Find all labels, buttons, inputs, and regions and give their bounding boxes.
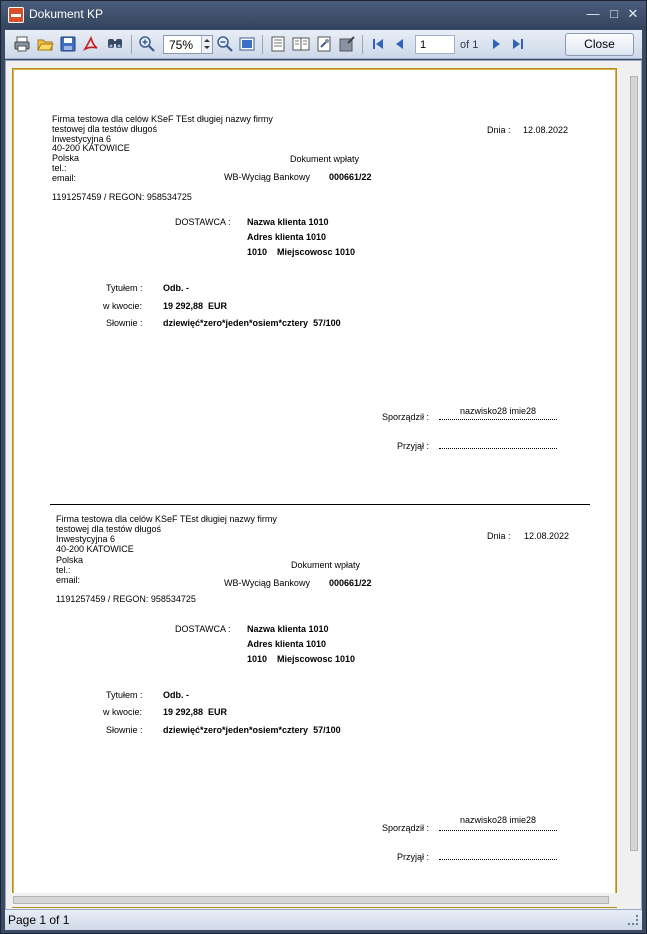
received-signature-line: [439, 852, 557, 862]
prepared-label: Sporządził :: [382, 412, 430, 422]
client-city: 1010 Miejscowosc 1010: [247, 247, 356, 257]
save-icon[interactable]: [59, 35, 77, 53]
amount-label: w kwocie:: [103, 707, 143, 717]
toolbar-separator: [362, 35, 363, 54]
client-name: Nazwa klienta 1010: [247, 217, 329, 227]
prepared-signature-line: [439, 412, 557, 422]
report-page: [12, 68, 617, 908]
page-number-input[interactable]: 1: [415, 35, 455, 54]
zoom-value: 75%: [169, 38, 194, 52]
title-label: Tytułem :: [106, 690, 143, 700]
window-title: Dokument KP: [29, 7, 104, 21]
doc-number: 000661/22: [329, 172, 372, 182]
amount-label: w kwocie:: [103, 301, 143, 311]
doc-type: Dokument wpłaty: [291, 560, 361, 570]
single-page-icon[interactable]: [269, 35, 287, 53]
receipt-copy-1: [13, 105, 617, 515]
horizontal-scroll-thumb[interactable]: [13, 896, 609, 904]
prev-page-icon[interactable]: [391, 35, 409, 53]
words-label: Słownie :: [106, 318, 143, 328]
client-address: Adres klienta 1010: [247, 232, 327, 242]
company-ids: 1191257459 / REGON: 958534725: [56, 594, 196, 604]
supplier-label: DOSTAWCA :: [175, 217, 231, 227]
edit-icon[interactable]: [338, 35, 356, 53]
zoom-out-icon[interactable]: [216, 35, 234, 53]
words-label: Słownie :: [106, 725, 143, 735]
page-setup-icon[interactable]: [315, 35, 333, 53]
first-page-icon[interactable]: [369, 35, 387, 53]
resize-grip-icon[interactable]: [628, 915, 638, 925]
date-value: 12.08.2022: [523, 125, 569, 135]
company-email: email:: [56, 575, 81, 585]
maximize-icon[interactable]: □: [610, 6, 618, 21]
supplier-label: DOSTAWCA :: [175, 624, 231, 634]
open-icon[interactable]: [36, 35, 54, 53]
vertical-scrollbar[interactable]: [628, 62, 641, 893]
vertical-scroll-thumb[interactable]: [630, 76, 638, 851]
amount-value: 19 292,88 EUR: [163, 301, 228, 311]
full-page-icon[interactable]: [238, 35, 256, 53]
company-country: Polska: [56, 555, 84, 565]
prepared-signature-line: [439, 823, 557, 833]
company-country: Polska: [52, 153, 80, 163]
date-value: 12.08.2022: [524, 531, 570, 541]
title-value: Odb. -: [163, 690, 189, 700]
title-value: Odb. -: [163, 283, 189, 293]
company-ids: 1191257459 / REGON: 958534725: [52, 192, 192, 202]
doc-number: 000661/22: [329, 578, 372, 588]
status-bar: [5, 910, 642, 930]
received-signature-line: [439, 441, 557, 451]
page-count-label: of 1: [460, 39, 479, 51]
received-label: Przyjął :: [397, 852, 430, 862]
close-button[interactable]: Close: [565, 33, 634, 56]
doc-type: Dokument wpłaty: [290, 154, 360, 164]
last-page-icon[interactable]: [509, 35, 527, 53]
zoom-select[interactable]: [163, 35, 213, 54]
company-street: Inwestycyjna 6: [56, 534, 116, 544]
print-icon[interactable]: [13, 35, 31, 53]
title-label: Tytułem :: [106, 283, 143, 293]
next-page-icon[interactable]: [487, 35, 505, 53]
company-name-line1: Firma testowa dla celów KSeF TEst długiej nazwy firmy: [56, 514, 277, 524]
app-icon: [8, 7, 24, 23]
client-city: 1010 Miejscowosc 1010: [247, 654, 356, 664]
title-bar: [1, 1, 646, 29]
company-name-line2: testowej dla testów długoś: [52, 124, 158, 134]
company-tel: tel.:: [56, 565, 71, 575]
copy-divider: [50, 504, 590, 505]
preview-area[interactable]: [5, 60, 642, 910]
company-tel: tel.:: [52, 163, 67, 173]
toolbar-separator: [131, 35, 132, 54]
zoom-spinner[interactable]: [201, 36, 212, 53]
prepared-name: nazwisko28 imie28: [460, 815, 537, 825]
company-city: 40-200 KATOWICE: [56, 544, 134, 554]
two-page-icon[interactable]: [292, 35, 310, 53]
zoom-in-icon[interactable]: [138, 35, 156, 53]
find-icon[interactable]: [106, 35, 124, 53]
company-city: 40-200 KATOWICE: [52, 143, 130, 153]
amount-in-words: dziewięć*zero*jeden*osiem*cztery 57/100: [163, 725, 341, 735]
toolbar: [5, 30, 642, 59]
amount-in-words: dziewięć*zero*jeden*osiem*cztery 57/100: [163, 318, 341, 328]
close-icon[interactable]: ✕: [627, 6, 639, 21]
company-email: email:: [52, 173, 77, 183]
prepared-name: nazwisko28 imie28: [460, 406, 537, 416]
amount-value: 19 292,88 EUR: [163, 707, 228, 717]
date-label: Dnia :: [487, 125, 511, 135]
pdf-icon[interactable]: [82, 35, 100, 53]
company-street: Inwestycyjna 6: [52, 134, 112, 144]
minimize-icon[interactable]: —: [586, 6, 600, 21]
date-label: Dnia :: [487, 531, 511, 541]
receipt-copy-2: [13, 514, 617, 908]
bank-name: WB-Wyciąg Bankowy: [224, 172, 310, 182]
prepared-label: Sporządził :: [382, 823, 430, 833]
horizontal-scrollbar[interactable]: [7, 893, 628, 907]
company-name-line2: testowej dla testów długoś: [56, 524, 162, 534]
toolbar-separator: [262, 35, 263, 54]
received-label: Przyjął :: [397, 441, 430, 451]
company-name-line1: Firma testowa dla celów KSeF TEst długiej nazwy firmy: [52, 114, 273, 124]
page-info: Page 1 of 1: [8, 913, 70, 927]
client-name: Nazwa klienta 1010: [247, 624, 329, 634]
bank-name: WB-Wyciąg Bankowy: [224, 578, 310, 588]
client-address: Adres klienta 1010: [247, 639, 327, 649]
